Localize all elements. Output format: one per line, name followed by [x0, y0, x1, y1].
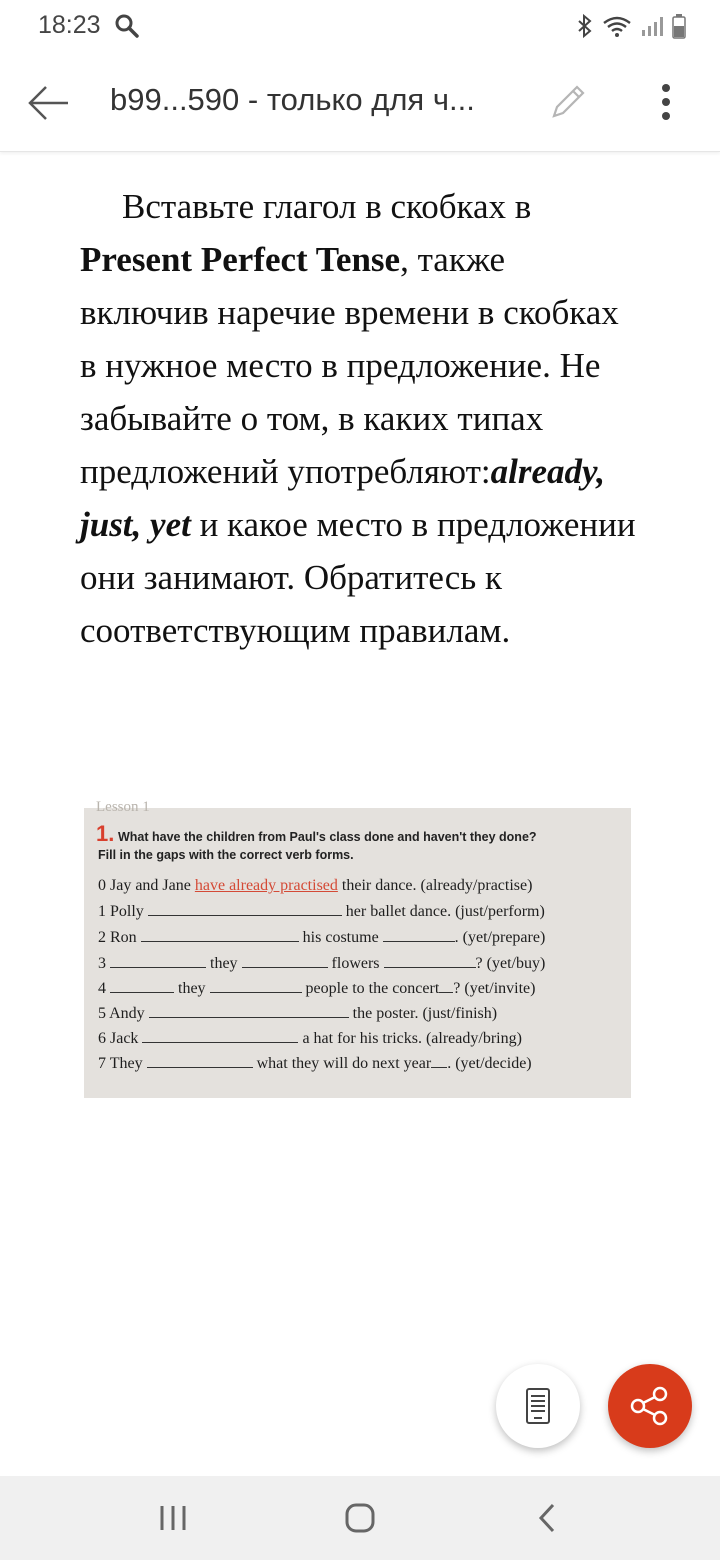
wifi-icon — [602, 14, 632, 38]
pencil-icon[interactable] — [548, 82, 588, 122]
adverbs-text: already, just, yet — [80, 452, 606, 544]
answer-gap — [384, 955, 476, 968]
document-body — [80, 180, 640, 657]
tense-name: Present Perfect Tense — [80, 240, 401, 279]
answer-gap — [242, 955, 328, 968]
answer-gap — [141, 929, 299, 942]
answer-gap — [110, 955, 206, 968]
app-bar — [0, 52, 720, 152]
share-icon — [608, 1364, 692, 1448]
intro-text: Вставьте глагол в скобках в — [122, 187, 532, 226]
scan-bleed-text: Lesson 1 — [96, 799, 150, 815]
exercise-line-3: 3 they flowers ? (yet/buy) — [98, 955, 546, 972]
ending-text: и какое место в предложении они занимают. Обратитесь к соответствующим правилам. — [80, 505, 636, 650]
back-icon[interactable] — [522, 1498, 572, 1538]
exercise-line-1: 1 Polly her ballet dance. (just/perform) — [98, 903, 545, 920]
answer-gap — [439, 980, 453, 993]
exercise-line-6: 6 Jack a hat for his tricks. (already/bring) — [98, 1030, 522, 1047]
exercise-line-2: 2 Ron his costume . (yet/prepare) — [98, 929, 546, 946]
reader-mode-button[interactable] — [496, 1364, 580, 1448]
exercise-line-5: 5 Andy the poster. (just/finish) — [98, 1005, 498, 1022]
textbook-scan-image — [84, 799, 631, 1098]
status-icons — [576, 12, 686, 40]
sample-answer: have already practised — [194, 877, 338, 894]
answer-gap — [431, 1055, 447, 1068]
answer-gap — [383, 929, 455, 942]
battery-icon — [672, 13, 686, 39]
exercise-instruction-1: What have the children from Paul's class done and haven't they done? — [118, 830, 537, 844]
exercise-line-7: 7 They what they will do next year . (yet/decide) — [98, 1055, 532, 1072]
exercise-number: 1. — [96, 821, 115, 846]
more-vertical-icon[interactable] — [652, 82, 680, 122]
exercise-line-0: 0 Jay and Jane have already practised their dance. (already/practise) — [98, 877, 533, 894]
answer-gap — [148, 903, 342, 916]
task-paragraph — [80, 180, 640, 657]
answer-gap — [142, 1030, 298, 1043]
status-bar — [0, 0, 720, 52]
bluetooth-icon — [576, 14, 594, 38]
exercise-instruction-2: Fill in the gaps with the correct verb forms. — [98, 848, 354, 862]
share-button[interactable] — [608, 1364, 692, 1448]
signal-icon — [640, 14, 664, 38]
exercise-line-4: 4 they people to the concert ? (yet/invite) — [98, 980, 536, 997]
recent-apps-icon[interactable] — [148, 1498, 198, 1538]
document-title: b99...590 - только для ч... — [110, 82, 475, 117]
search-icon — [114, 13, 140, 39]
status-time: 18:23 — [38, 11, 101, 39]
answer-gap — [110, 980, 174, 993]
answer-gap — [210, 980, 302, 993]
system-nav-bar — [0, 1476, 720, 1560]
arrow-left-icon[interactable] — [26, 82, 72, 124]
middle-text: , также включив наречие времени в скобках в нужное место в предложение. Не забывайте о том, в каких типах предложений употребляют: — [80, 240, 619, 491]
reader-mode-icon — [496, 1364, 580, 1448]
answer-gap — [147, 1055, 253, 1068]
home-icon[interactable] — [335, 1498, 385, 1538]
answer-gap — [149, 1005, 349, 1018]
